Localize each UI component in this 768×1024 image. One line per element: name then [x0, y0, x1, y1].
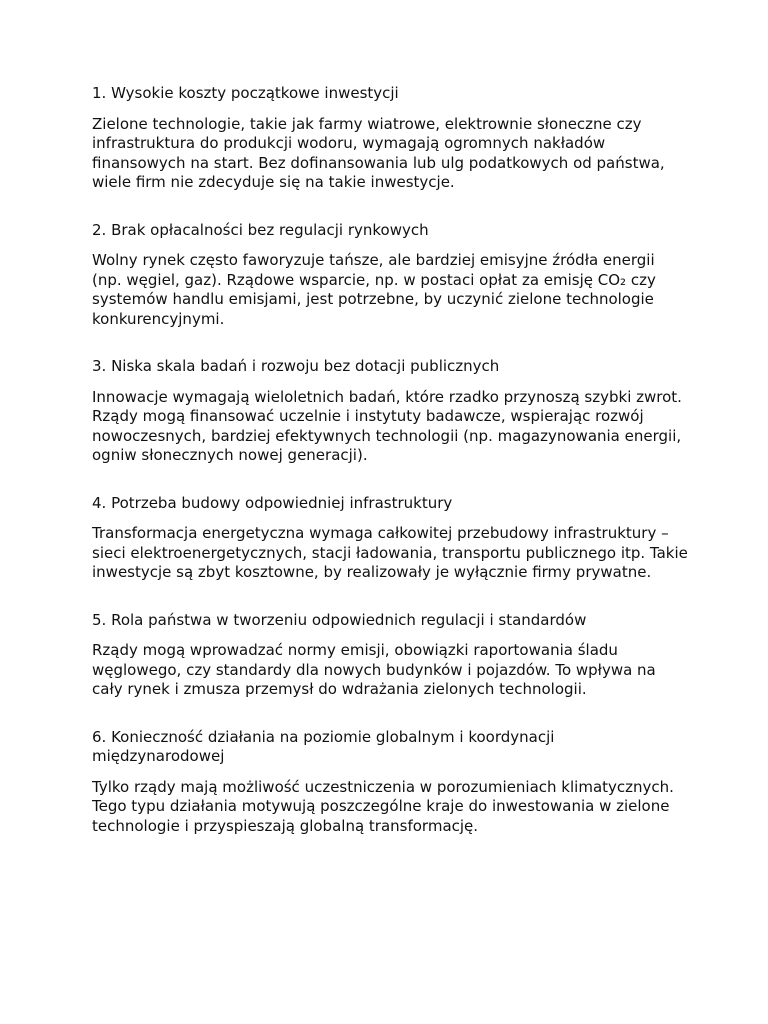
section-6 [92, 728, 688, 837]
section-body: Rządy mogą wprowadzać normy emisji, obowiązki raportowania śladu węglowego, czy standardy dla nowych budynków i pojazdów. To wpływa na cały rynek i zmusza przemysł do wdrażania zielonych technologii. [92, 641, 656, 698]
section-2 [92, 221, 688, 330]
section-body: Innowacje wymagają wieloletnich badań, które rzadko przynoszą szybki zwrot. Rządy mogą finansować uczelnie i instytuty badawcze, wspierając rozwój nowoczesnych, bardziej efektywnych technologii (np. magazynowania energii, ogniw słonecznych nowej generacji). [92, 387, 682, 464]
section-1 [92, 84, 688, 193]
section-5 [92, 611, 688, 700]
section-heading: 5. Rola państwa w tworzeniu odpowiednich regulacji i standardów [92, 610, 587, 629]
section-heading: 6. Konieczność działania na poziomie globalnym i koordynacji międzynarodowej [92, 727, 555, 765]
document-content [92, 84, 688, 864]
section-heading: 2. Brak opłacalności bez regulacji rynkowych [92, 220, 429, 239]
section-heading: 3. Niska skala badań i rozwoju bez dotacji publicznych [92, 357, 500, 375]
section-heading: 1. Wysokie koszty początkowe inwestycji [92, 84, 399, 102]
section-3 [92, 357, 688, 466]
section-heading: 4. Potrzeba budowy odpowiedniej infrastruktury [92, 493, 453, 512]
section-body: Wolny rynek często faworyzuje tańsze, ale bardziej emisyjne źródła energii (np. węgiel, gaz). Rządowe wsparcie, np. w postaci opłat za emisję CO₂ czy systemów handlu emisjami, jest potrzebne, by uczynić zielone technologie konkurencyjnymi. [92, 251, 656, 328]
section-body: Tylko rządy mają możliwość uczestniczenia w porozumieniach klimatycznych. Tego typu działania motywują poszczególne kraje do inwestowania w zielone technologie i przyspieszają globalną transformację. [92, 777, 674, 835]
section-body: Transformacja energetyczna wymaga całkowitej przebudowy infrastruktury – sieci elektroenergetycznych, stacji ładowania, transportu publicznego itp. Takie inwestycje są zbyt kosztowne, by realizowały je wyłącznie firmy prywatne. [92, 524, 688, 581]
section-4 [92, 494, 688, 583]
section-body: Zielone technologie, takie jak farmy wiatrowe, elektrownie słoneczne czy infrastruktura do produkcji wodoru, wymagają ogromnych nakładów finansowych na start. Bez dofinansowania lub ulg podatkowych od państwa, wiele firm nie zdecyduje się na takie inwestycje. [92, 114, 665, 191]
